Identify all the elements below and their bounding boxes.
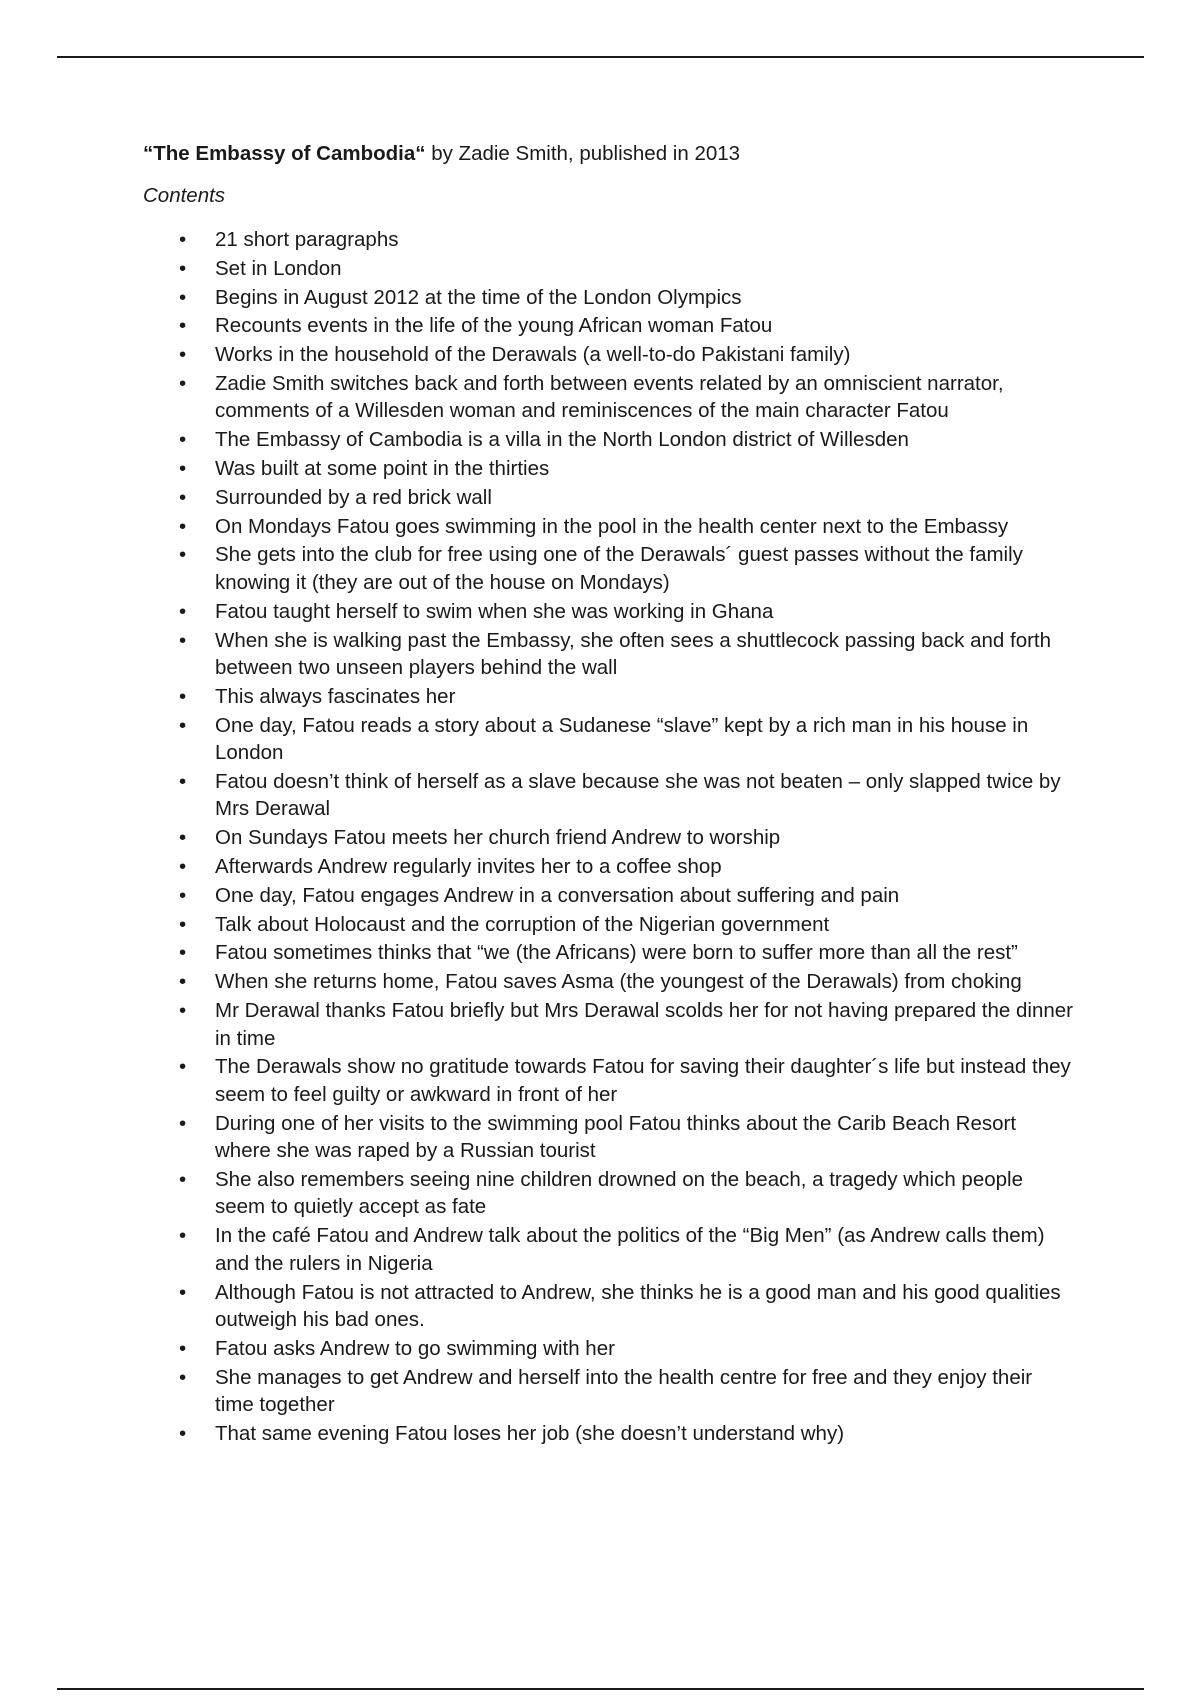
list-item-text: On Mondays Fatou goes swimming in the pool in the health center next to the Embassy xyxy=(215,514,1009,538)
list-item xyxy=(143,598,1073,626)
list-item xyxy=(143,255,1073,283)
bullet-icon: • xyxy=(179,599,187,623)
document-heading xyxy=(143,140,1073,168)
bullet-icon: • xyxy=(179,999,187,1023)
list-item xyxy=(143,541,1073,596)
top-rule xyxy=(57,56,1144,58)
list-item-text: During one of her visits to the swimming pool Fatou thinks about the Carib Beach Resort where she was raped by a Russian tourist xyxy=(215,1111,1017,1163)
list-item-text: When she is walking past the Embassy, she often sees a shuttlecock passing back and forth between two unseen players behind the wall xyxy=(215,628,1052,680)
bullet-icon: • xyxy=(179,883,187,907)
story-title: “The Embassy of Cambodia“ xyxy=(143,142,426,165)
bullet-icon: • xyxy=(179,970,187,994)
list-item-text: Works in the household of the Derawals (a well-to-do Pakistani family) xyxy=(215,343,851,367)
list-item xyxy=(143,968,1073,996)
list-item xyxy=(143,1110,1073,1165)
bullet-icon: • xyxy=(179,1167,187,1191)
list-item xyxy=(143,853,1073,881)
bottom-rule xyxy=(57,1688,1144,1690)
list-item xyxy=(143,370,1073,425)
list-item-text: 21 short paragraphs xyxy=(215,228,399,251)
list-item-text: Fatou doesn’t think of herself as a slave because she was not beaten – only slapped twice by Mrs Derawal xyxy=(215,769,1061,821)
bullet-icon: • xyxy=(179,855,187,879)
bullet-icon: • xyxy=(179,1421,187,1445)
contents-list xyxy=(143,226,1073,1447)
document-body xyxy=(143,140,1073,1447)
list-item-text: One day, Fatou engages Andrew in a conversation about suffering and pain xyxy=(215,883,900,907)
list-item-text: Set in London xyxy=(215,256,342,280)
list-item-text: Mr Derawal thanks Fatou briefly but Mrs Derawal scolds her for not having prepared the dinner in time xyxy=(215,999,1073,1050)
list-item xyxy=(143,712,1073,767)
list-item xyxy=(143,226,1073,254)
bullet-icon: • xyxy=(179,1336,187,1360)
list-item xyxy=(143,1166,1073,1221)
list-item xyxy=(143,1279,1073,1334)
bullet-icon: • xyxy=(179,371,187,395)
list-item xyxy=(143,911,1073,939)
bullet-icon: • xyxy=(179,826,187,850)
bullet-icon: • xyxy=(179,514,187,538)
list-item xyxy=(143,683,1073,711)
bullet-icon: • xyxy=(179,256,187,280)
list-item xyxy=(143,484,1073,512)
list-item-text: This always fascinates her xyxy=(215,684,456,708)
bullet-icon: • xyxy=(179,1111,187,1135)
contents-label: Contents xyxy=(143,183,226,207)
list-item xyxy=(143,997,1073,1052)
bullet-icon: • xyxy=(179,1055,187,1079)
list-item xyxy=(143,1222,1073,1277)
list-item xyxy=(143,284,1073,312)
list-item-text: She gets into the club for free using one of the Derawals´ guest passes without the family knowing it (they are out of the house on Mondays) xyxy=(215,543,1023,594)
list-item xyxy=(143,341,1073,369)
list-item xyxy=(143,627,1073,682)
bullet-icon: • xyxy=(179,1280,187,1304)
list-item xyxy=(143,1053,1073,1108)
bullet-icon: • xyxy=(179,543,187,567)
list-item xyxy=(143,426,1073,454)
list-item-text: In the café Fatou and Andrew talk about the politics of the “Big Men” (as Andrew calls them) and the rulers in Nigeria xyxy=(215,1224,1045,1275)
list-item-text: On Sundays Fatou meets her church friend Andrew to worship xyxy=(215,826,781,850)
list-item-text: Surrounded by a red brick wall xyxy=(215,485,492,509)
list-item-text: Fatou sometimes thinks that “we (the Africans) were born to suffer more than all the rest” xyxy=(215,941,1018,965)
list-item xyxy=(143,1420,1073,1448)
bullet-icon: • xyxy=(179,428,187,452)
list-item-text: She also remembers seeing nine children drowned on the beach, a tragedy which people seem to quietly accept as fate xyxy=(215,1167,1023,1219)
list-item-text: Was built at some point in the thirties xyxy=(215,457,550,481)
bullet-icon: • xyxy=(179,314,187,338)
list-item xyxy=(143,312,1073,340)
list-item-text: The Derawals show no gratitude towards Fatou for saving their daughter´s life but instead they seem to feel guilty or awkward in front of her xyxy=(215,1055,1071,1106)
bullet-icon: • xyxy=(179,285,187,309)
bullet-icon: • xyxy=(179,684,187,708)
list-item-text: Although Fatou is not attracted to Andrew, she thinks he is a good man and his good qualities outweigh his bad ones. xyxy=(215,1280,1061,1332)
bullet-icon: • xyxy=(179,343,187,367)
list-item xyxy=(143,1364,1073,1419)
story-byline: by Zadie Smith, published in 2013 xyxy=(425,142,741,165)
list-item-text: One day, Fatou reads a story about a Sudanese “slave” kept by a rich man in his house in London xyxy=(215,713,1029,765)
bullet-icon: • xyxy=(179,769,187,793)
list-item-text: Afterwards Andrew regularly invites her to a coffee shop xyxy=(215,855,722,879)
bullet-icon: • xyxy=(179,912,187,936)
list-item-text: She manages to get Andrew and herself into the health centre for free and they enjoy their time together xyxy=(215,1365,1033,1417)
list-item-text: Recounts events in the life of the young African woman Fatou xyxy=(215,314,773,338)
bullet-icon: • xyxy=(179,941,187,965)
list-item xyxy=(143,939,1073,967)
list-item-text: Talk about Holocaust and the corruption of the Nigerian government xyxy=(215,912,830,936)
list-item xyxy=(143,513,1073,541)
list-item-text: Zadie Smith switches back and forth between events related by an omniscient narrator, comments of a Willesden woman and reminiscences of the main character Fatou xyxy=(215,371,1004,423)
bullet-icon: • xyxy=(179,457,187,481)
list-item xyxy=(143,768,1073,823)
bullet-icon: • xyxy=(179,1365,187,1389)
bullet-icon: • xyxy=(179,628,187,652)
bullet-icon: • xyxy=(179,1224,187,1248)
list-item-text: Begins in August 2012 at the time of the London Olympics xyxy=(215,285,742,309)
list-item-text: That same evening Fatou loses her job (she doesn’t understand why) xyxy=(215,1421,845,1445)
list-item xyxy=(143,824,1073,852)
list-item xyxy=(143,882,1073,910)
bullet-icon: • xyxy=(179,713,187,737)
bullet-icon: • xyxy=(179,228,187,251)
list-item-text: The Embassy of Cambodia is a villa in the North London district of Willesden xyxy=(215,428,909,452)
list-item xyxy=(143,455,1073,483)
list-item-text: Fatou taught herself to swim when she was working in Ghana xyxy=(215,599,774,623)
bullet-icon: • xyxy=(179,485,187,509)
list-item-text: When she returns home, Fatou saves Asma (the youngest of the Derawals) from choking xyxy=(215,970,1022,994)
list-item-text: Fatou asks Andrew to go swimming with her xyxy=(215,1336,615,1360)
list-item xyxy=(143,1335,1073,1363)
